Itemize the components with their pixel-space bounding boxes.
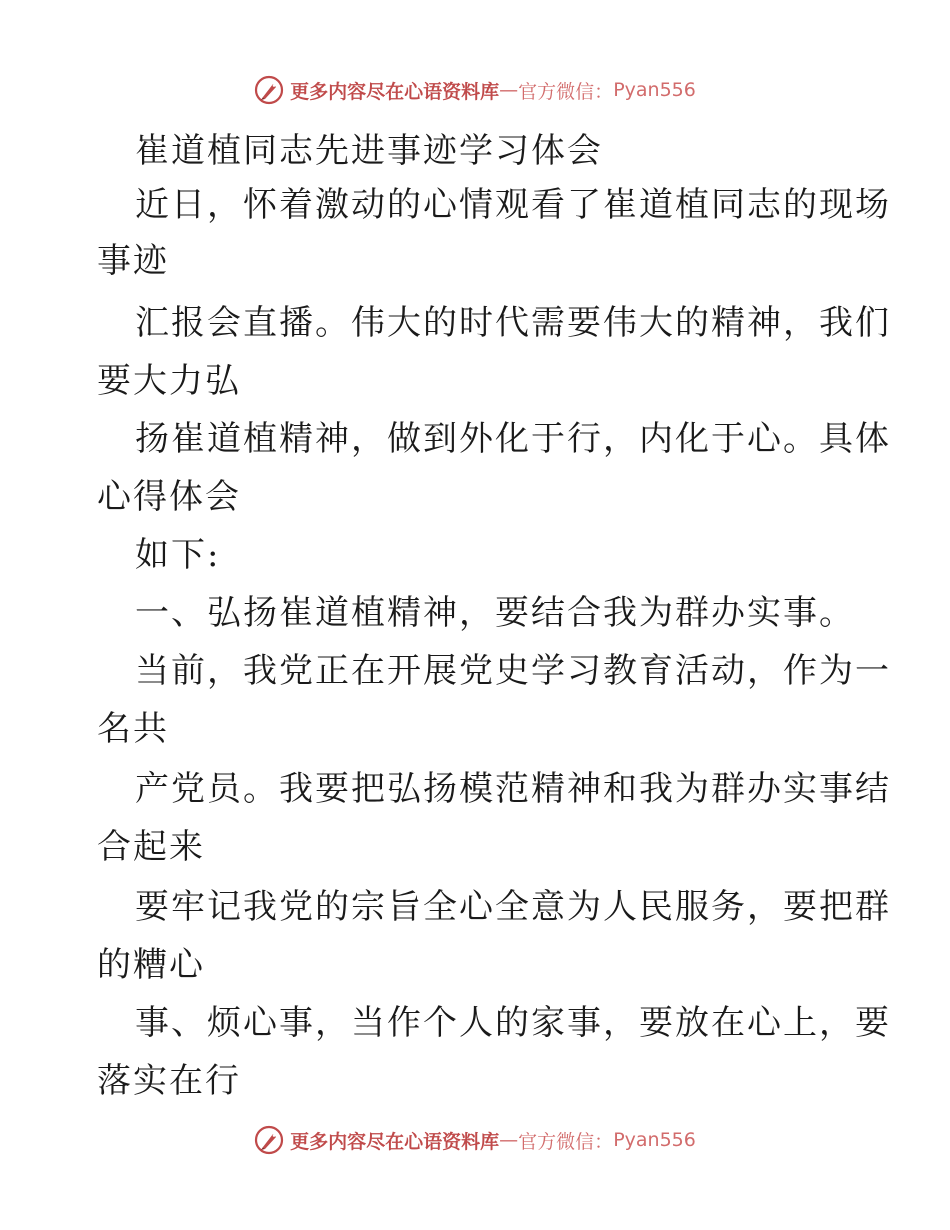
header-separator: — bbox=[499, 79, 519, 101]
footer-separator: — bbox=[499, 1129, 519, 1151]
paragraph-line: 心得体会 bbox=[97, 477, 241, 517]
paragraph-line: 汇报会直播。伟大的时代需要伟大的精神，我们 bbox=[135, 303, 891, 343]
pen-nib-logo-icon bbox=[254, 75, 284, 105]
header-contact-label: 官方微信： bbox=[518, 80, 614, 103]
paragraph-line: 当前，我党正在开展党史学习教育活动，作为一 bbox=[135, 651, 891, 691]
footer-contact-label: 官方微信： bbox=[518, 1130, 614, 1153]
paragraph-line: 要牢记我党的宗旨全心全意为人民服务，要把群 bbox=[135, 887, 891, 927]
paragraph-line: 合起来 bbox=[97, 827, 205, 867]
footer-banner bbox=[0, 1120, 950, 1160]
section-heading: 一、弘扬崔道植精神，要结合我为群办实事。 bbox=[135, 593, 855, 633]
paragraph-line: 落实在行 bbox=[97, 1061, 241, 1101]
document-title: 崔道植同志先进事迹学习体会 bbox=[135, 131, 603, 171]
header-brand-text: 更多内容尽在心语资料库 bbox=[290, 80, 500, 103]
paragraph-line: 事、烦心事，当作个人的家事，要放在心上，要 bbox=[135, 1003, 891, 1043]
footer-brand-text: 更多内容尽在心语资料库 bbox=[290, 1130, 500, 1153]
paragraph-line: 要大力弘 bbox=[97, 361, 241, 401]
paragraph-line: 扬崔道植精神，做到外化于行，内化于心。具体 bbox=[135, 419, 891, 459]
footer-contact-id: Pyan556 bbox=[613, 1129, 696, 1151]
paragraph-line: 事迹 bbox=[97, 241, 169, 281]
pen-nib-logo-icon bbox=[254, 1125, 284, 1155]
paragraph-line: 近日，怀着激动的心情观看了崔道植同志的现场 bbox=[135, 185, 891, 225]
paragraph-line: 名共 bbox=[97, 709, 169, 749]
paragraph-line: 的糟心 bbox=[97, 945, 205, 985]
header-contact-id: Pyan556 bbox=[613, 79, 696, 101]
paragraph-line: 产党员。我要把弘扬模范精神和我为群办实事结 bbox=[135, 769, 891, 809]
header-banner bbox=[0, 70, 950, 110]
paragraph-line: 如下: bbox=[135, 535, 221, 575]
